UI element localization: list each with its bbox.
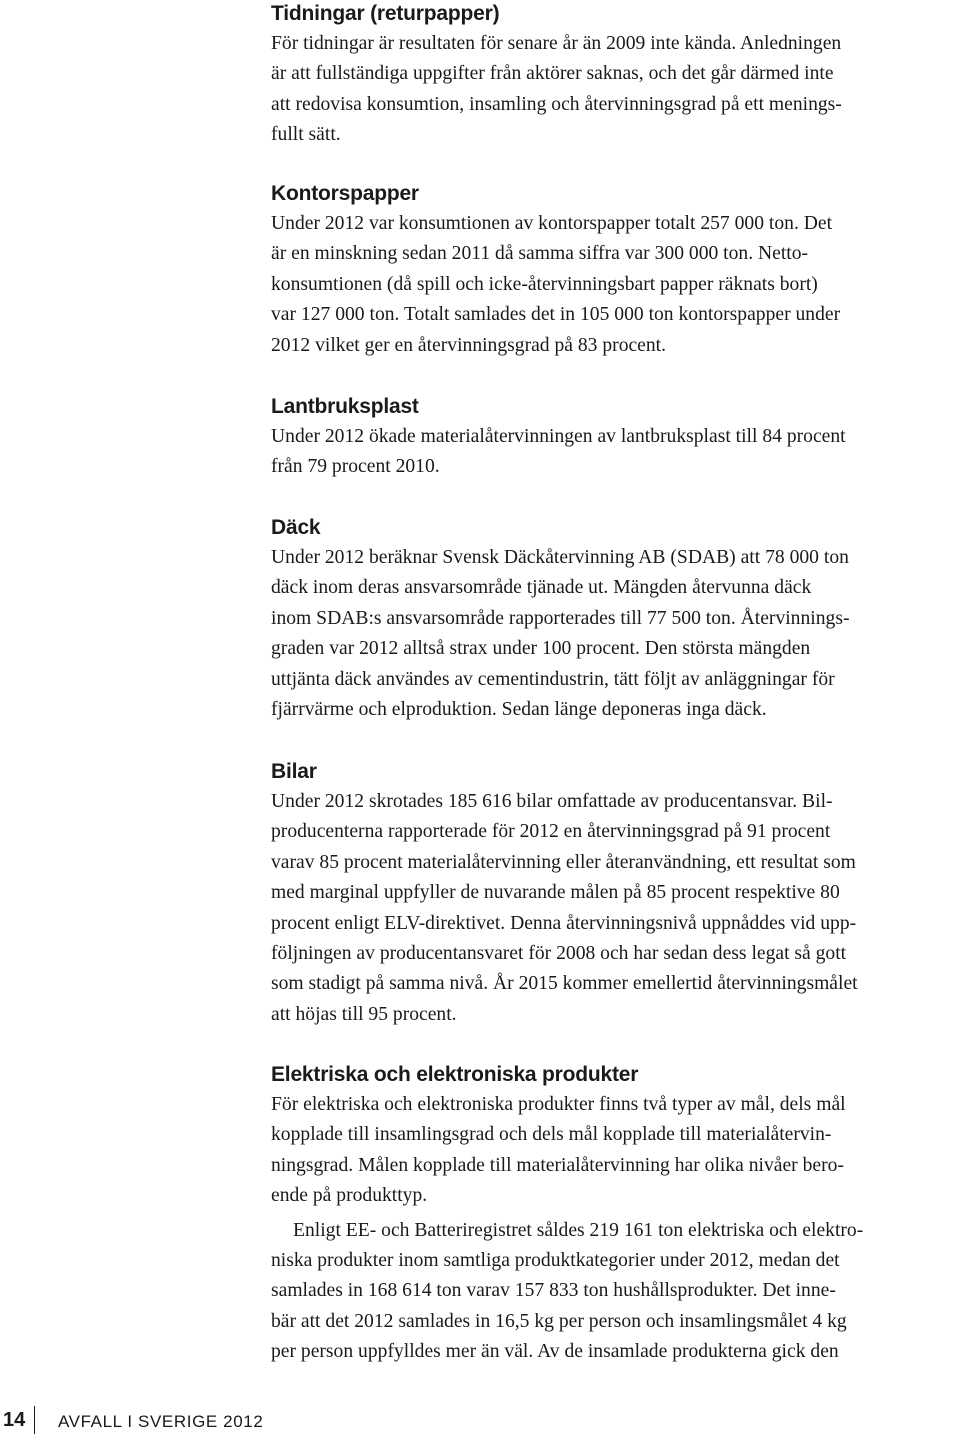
section-dack — [271, 515, 849, 725]
paragraph-line: fjärrvärme och elproduktion. Sedan länge deponeras inga däck. — [271, 699, 767, 721]
paragraph-line: följningen av producentansvaret för 2008 och har sedan dess legat så gott — [271, 943, 847, 965]
section-heading: Bilar — [271, 760, 317, 783]
paragraph-line: med marginal uppfyller de nuvarande målen på 85 procent respektive 80 — [271, 882, 840, 904]
section-heading: Elektriska och elektroniska produkter — [271, 1063, 639, 1086]
section-heading: Lantbruksplast — [271, 395, 419, 418]
footer-divider — [34, 1406, 35, 1434]
paragraph-line: Under 2012 ökade materialåtervinningen av lantbruksplast till 84 procent — [271, 426, 846, 447]
section-elektriska — [271, 1062, 863, 1368]
paragraph-line: samlades in 168 614 ton varav 157 833 ton hushållsprodukter. Det inne- — [271, 1280, 836, 1302]
paragraph-line: Under 2012 var konsumtionen av kontorspapper totalt 257 000 ton. Det — [271, 213, 833, 234]
paragraph-line: niska produkter inom samtliga produktkategorier under 2012, medan det — [271, 1250, 840, 1272]
section-bilar — [271, 759, 858, 1030]
paragraph-line: ningsgrad. Målen kopplade till materialåtervinning har olika nivåer bero- — [271, 1154, 844, 1176]
paragraph-line: är en minskning sedan 2011 då samma siffra var 300 000 ton. Netto- — [271, 243, 809, 265]
paragraph-line: per person uppfylldes mer än väl. Av de insamlade produkterna gick den — [271, 1341, 839, 1363]
paragraph-line: uttjänta däck användes av cementindustrin, tätt följt av anläggningar för — [271, 668, 835, 690]
section-tidningar — [271, 1, 842, 151]
section-heading: Tidningar (returpapper) — [271, 2, 500, 25]
paragraph-line: 2012 vilket ger en återvinningsgrad på 83 procent. — [271, 334, 667, 356]
page-footer — [0, 1404, 960, 1434]
paragraph-line: konsumtionen (då spill och icke-återvinningsbart papper räknats bort) — [271, 273, 818, 295]
paragraph-line: däck inom deras ansvarsområde tjänade ut. Mängden återvunna däck — [271, 577, 812, 599]
paragraph-line: För tidningar är resultaten för senare år än 2009 inte kända. Anledningen — [271, 33, 842, 54]
paragraph-line: var 127 000 ton. Totalt samlades det in 105 000 ton kontorspapper under — [271, 304, 841, 326]
section-heading: Däck — [271, 516, 321, 539]
paragraph-line: Under 2012 beräknar Svensk Däckåtervinning AB (SDAB) att 78 000 ton — [271, 547, 849, 568]
running-title: AVFALL I SVERIGE 2012 — [58, 1412, 264, 1431]
section-kontorspapper — [271, 181, 840, 361]
paragraph-line: kopplade till insamlingsgrad och dels mål kopplade till materialåtervin- — [271, 1124, 832, 1146]
paragraph-line: bär att det 2012 samlades in 16,5 kg per person och insamlingsmålet 4 kg — [271, 1310, 847, 1332]
paragraph-line: För elektriska och elektroniska produkter finns två typer av mål, dels mål — [271, 1094, 846, 1115]
section-heading: Kontorspapper — [271, 182, 419, 205]
paragraph-line: som stadigt på samma nivå. År 2015 kommer emellertid återvinningsmålet — [271, 973, 858, 995]
paragraph-line: graden var 2012 alltså strax under 100 procent. Den största mängden — [271, 638, 811, 660]
paragraph-line: producenterna rapporterade för 2012 en återvinningsgrad på 91 procent — [271, 821, 831, 843]
section-lantbruksplast — [271, 394, 846, 483]
paragraph-line: procent enligt ELV-direktivet. Denna återvinningsnivå uppnåddes vid upp- — [271, 912, 857, 934]
page-number: 14 — [3, 1409, 26, 1431]
paragraph-line: Enligt EE- och Batteriregistret såldes 219 161 ton elektriska och elektro- — [293, 1219, 864, 1241]
paragraph-line: från 79 procent 2010. — [271, 456, 440, 478]
paragraph-line: att höjas till 95 procent. — [271, 1003, 457, 1025]
paragraph-line: Under 2012 skrotades 185 616 bilar omfattade av producentansvar. Bil- — [271, 791, 833, 812]
paragraph-line: ende på produkttyp. — [271, 1185, 428, 1207]
paragraph-line: fullt sätt. — [271, 124, 341, 146]
paragraph-line: varav 85 procent materialåtervinning eller återanvändning, ett resultat som — [271, 851, 856, 873]
paragraph-line: inom SDAB:s ansvarsområde rapporterades till 77 500 ton. Återvinnings- — [271, 607, 850, 629]
paragraph-line: att redovisa konsumtion, insamling och återvinningsgrad på ett menings- — [271, 93, 842, 115]
paragraph-line: är att fullständiga uppgifter från aktörer saknas, och det går därmed inte — [271, 63, 834, 85]
